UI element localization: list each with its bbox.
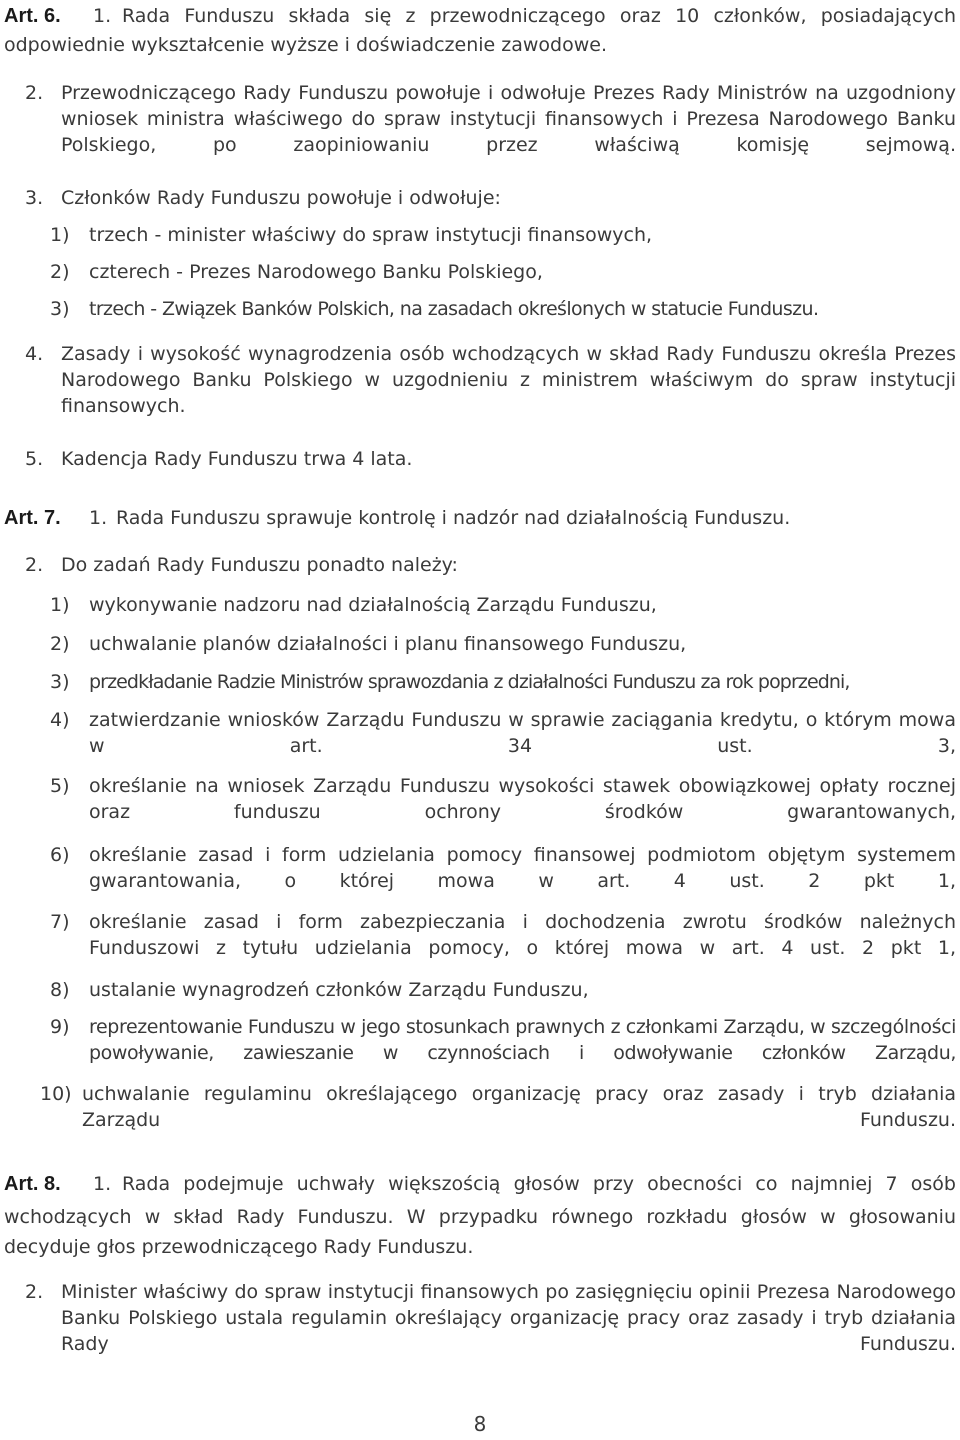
paragraph-number: 3. [25, 187, 44, 209]
paragraph-text-line-2: wchodzących w skład Rady Funduszu. W przypadku równego rozkładu głosów w głosowaniu [4, 1206, 956, 1228]
list-item-text: określanie na wniosek Zarządu Funduszu wysokości stawek obowiązkowej opłaty rocznej oraz funduszu ochrony środków gwarantowanych, [89, 775, 956, 823]
paragraph-7-2-text: Do zadań Rady Funduszu ponadto należy: [61, 554, 458, 576]
list-item-text: przedkładanie Radzie Ministrów sprawozdania z działalności Funduszu za rok poprzedni, [89, 671, 850, 693]
list-item-number: 9) [50, 1016, 70, 1038]
list-item-text: reprezentowanie Funduszu w jego stosunkach prawnych z członkami Zarządu, w szczególności powoływanie, zawieszanie w czynnościach i odwoływanie członków Zarządu, [89, 1016, 956, 1064]
list-item-number: 5) [50, 775, 70, 797]
article-heading-7: Art. 7. [4, 507, 61, 529]
list-item-number: 3) [50, 671, 70, 693]
list-item-number: 10) [40, 1083, 72, 1105]
list-item-text: ustalanie wynagrodzeń członków Zarządu Funduszu, [89, 979, 589, 1001]
paragraph-number: 2. [25, 1281, 44, 1303]
list-item-number: 3) [50, 298, 70, 320]
article-heading-8: Art. 8. [4, 1173, 61, 1195]
paragraph-text-line-1: Rada podejmuje uchwały większością głosów przy obecności co najmniej 7 osób [122, 1173, 956, 1195]
paragraph-text-line-3: decyduje głos przewodniczącego Rady Funduszu. [4, 1236, 474, 1258]
list-item-text: określanie zasad i form zabezpieczania i dochodzenia zwrotu środków należnych Funduszowi z tytułu udzielania pomocy, o której mowa w art. 4 ust. 2 pkt 1, [89, 911, 956, 959]
list-item-text: trzech - Związek Banków Polskich, na zasadach określonych w statucie Funduszu. [89, 298, 819, 320]
list-item-text: uchwalanie planów działalności i planu finansowego Funduszu, [89, 633, 687, 655]
paragraph-number: 1. [93, 1173, 112, 1195]
paragraph-text-line-1: Rada Funduszu składa się z przewodniczącego oraz 10 członków, posiadających [122, 5, 956, 27]
list-item-number: 2) [50, 633, 70, 655]
list-item-number: 8) [50, 979, 70, 1001]
paragraph-6-2-text: Przewodniczącego Rady Funduszu powołuje i odwołuje Prezes Rady Ministrów na uzgodniony wniosek ministra właściwego do spraw instytucji finansowych i Prezesa Narodowego Banku Polskiego, po zaopiniowaniu przez właściwą komisję sejmową. [61, 82, 956, 156]
list-item-text: czterech - Prezes Narodowego Banku Polskiego, [89, 261, 543, 283]
list-item-number: 4) [50, 709, 70, 731]
paragraph-number: 2. [25, 82, 44, 104]
list-item-text: trzech - minister właściwy do spraw instytucji finansowych, [89, 224, 653, 246]
paragraph-number: 1. [89, 507, 108, 529]
paragraph-number: 2. [25, 554, 44, 576]
list-item-text: określanie zasad i form udzielania pomocy finansowej podmiotom objętym systemem gwarantowania, o której mowa w art. 4 ust. 2 pkt 1, [89, 844, 956, 892]
paragraph-text-line-2: odpowiednie wykształcenie wyższe i doświadczenie zawodowe. [4, 34, 607, 56]
list-item-number: 6) [50, 844, 70, 866]
page-number: 8 [473, 1412, 487, 1436]
article-heading-6: Art. 6. [4, 5, 61, 27]
paragraph-6-4-text: Zasady i wysokość wynagrodzenia osób wchodzących w skład Rady Funduszu określa Prezes Narodowego Banku Polskiego w uzgodnieniu z ministrem właściwym do spraw instytucji finansowych. [61, 343, 956, 417]
paragraph-6-3-text: Członków Rady Funduszu powołuje i odwołuje: [61, 187, 501, 209]
list-item-number: 1) [50, 594, 70, 616]
list-item-number: 1) [50, 224, 70, 246]
list-item-text: wykonywanie nadzoru nad działalnością Zarządu Funduszu, [89, 594, 657, 616]
list-item-text: zatwierdzanie wniosków Zarządu Funduszu w sprawie zaciągania kredytu, o którym mowa w art. 34 ust. 3, [89, 709, 956, 757]
paragraph-6-5-text: Kadencja Rady Funduszu trwa 4 lata. [61, 448, 413, 470]
paragraph-number: 4. [25, 343, 44, 365]
paragraph-8-2-text: Minister właściwy do spraw instytucji finansowych po zasięgnięciu opinii Prezesa Narodowego Banku Polskiego ustala regulamin określający organizację pracy oraz zasady i tryb działania Rady Funduszu. [61, 1281, 956, 1355]
list-item-number: 2) [50, 261, 70, 283]
paragraph-number: 1. [93, 5, 112, 27]
list-item-text: uchwalanie regulaminu określającego organizację pracy oraz zasady i tryb działania Zarządu Funduszu. [82, 1083, 956, 1131]
paragraph-number: 5. [25, 448, 44, 470]
list-item-number: 7) [50, 911, 70, 933]
paragraph-7-1-text: Rada Funduszu sprawuje kontrolę i nadzór nad działalnością Funduszu. [116, 507, 791, 529]
